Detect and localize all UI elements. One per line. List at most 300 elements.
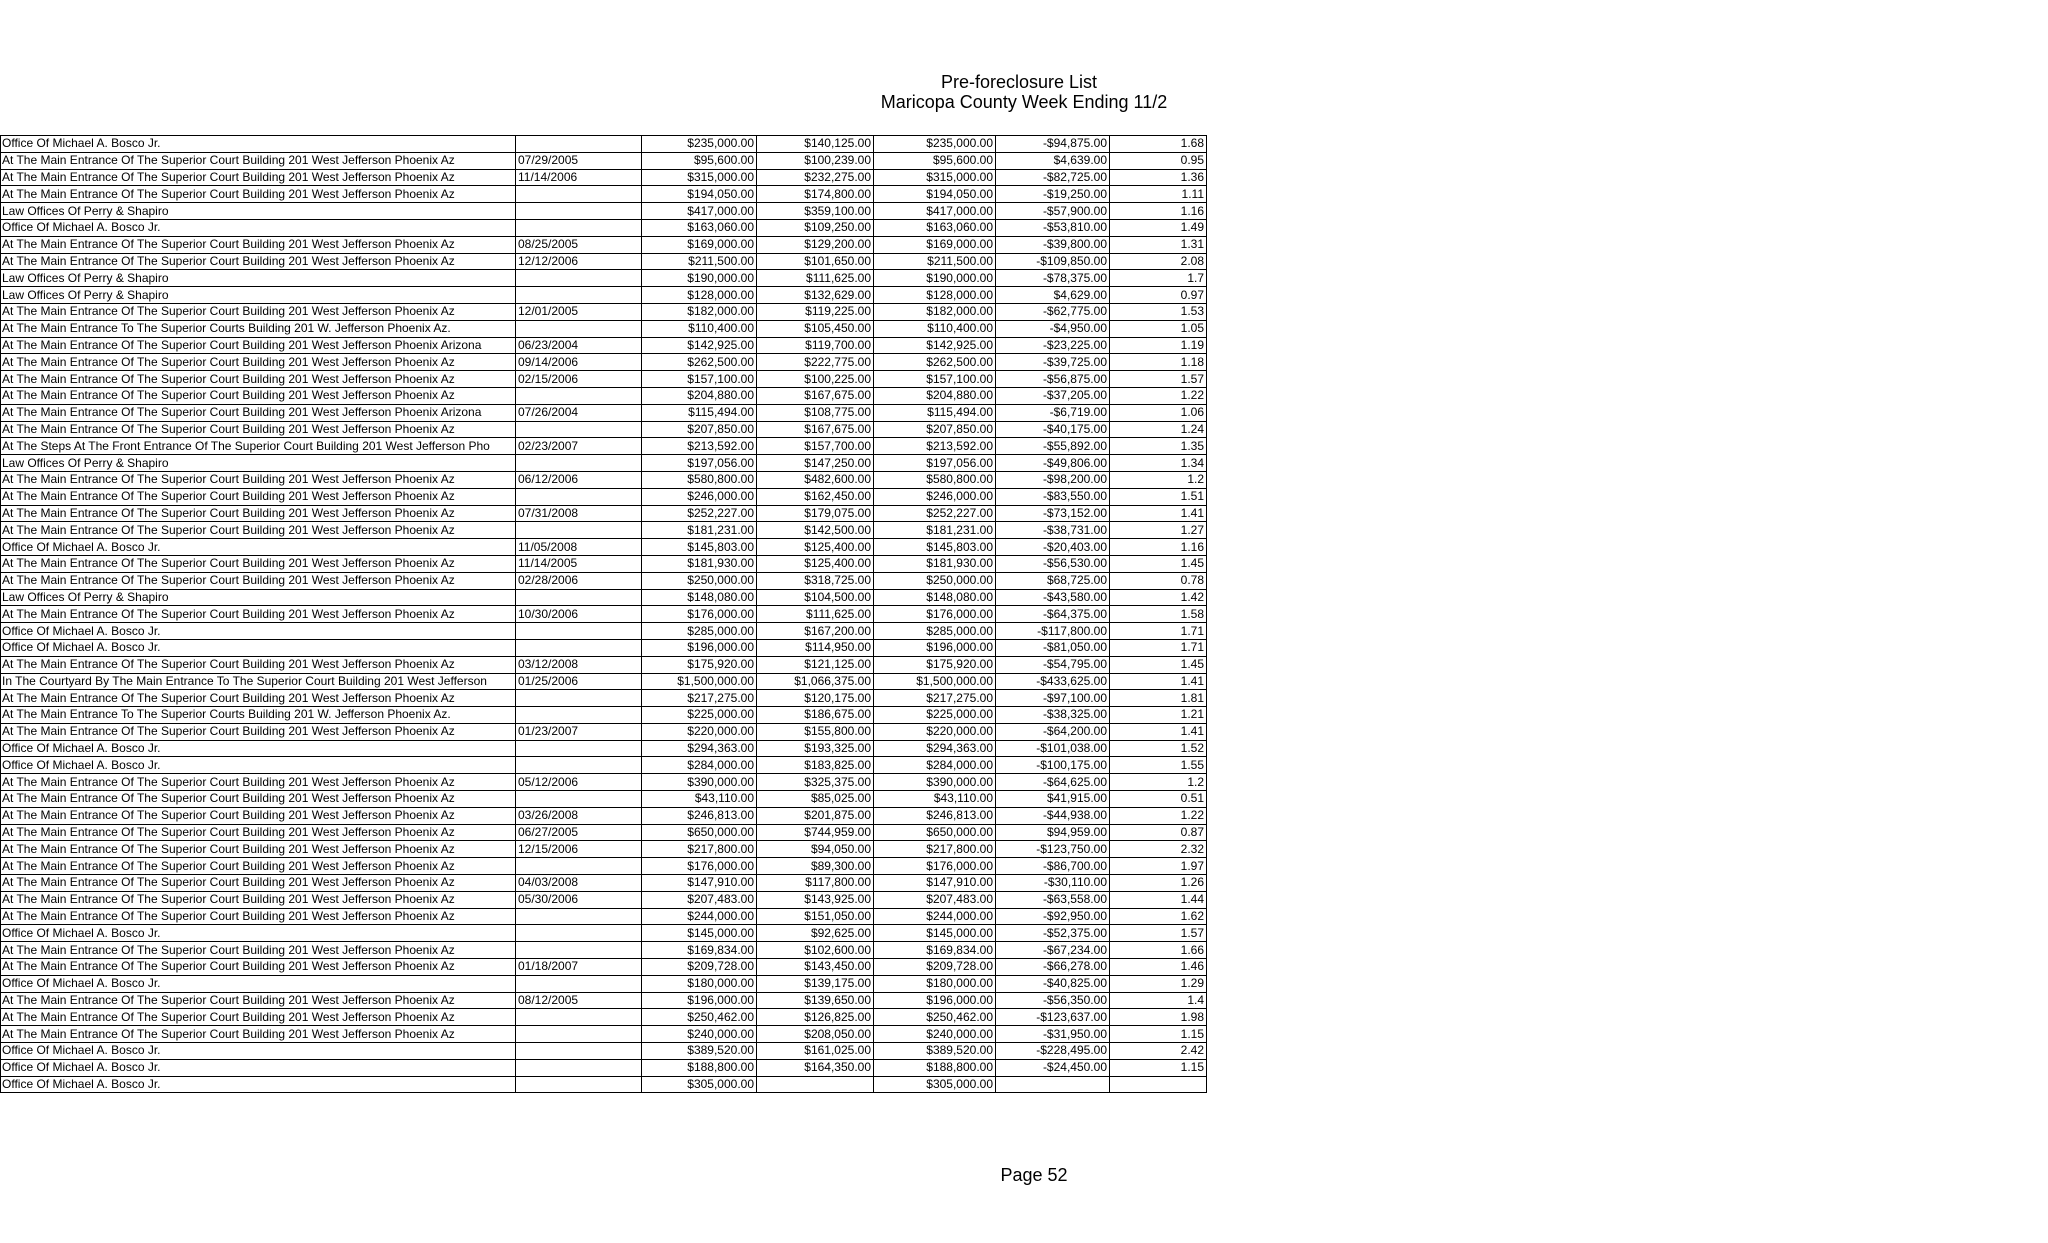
amount-cell: $207,850.00 xyxy=(642,421,757,438)
date-cell: 12/15/2006 xyxy=(516,841,642,858)
difference-cell: -$31,950.00 xyxy=(996,1026,1110,1043)
table-row xyxy=(1,354,1207,371)
sale-location-cell: At The Main Entrance Of The Superior Court Building 201 West Jefferson Phoenix Arizona xyxy=(1,404,516,421)
amount-cell: $175,920.00 xyxy=(874,656,996,673)
ratio-cell: 1.18 xyxy=(1110,354,1207,371)
table-row xyxy=(1,421,1207,438)
difference-cell: -$38,731.00 xyxy=(996,522,1110,539)
amount-cell: $305,000.00 xyxy=(642,1076,757,1093)
difference-cell: -$4,950.00 xyxy=(996,320,1110,337)
difference-cell: -$123,750.00 xyxy=(996,841,1110,858)
amount-cell: $390,000.00 xyxy=(642,774,757,791)
date-cell xyxy=(516,421,642,438)
table-row xyxy=(1,942,1207,959)
table-row xyxy=(1,824,1207,841)
amount-cell xyxy=(757,1076,874,1093)
difference-cell: -$39,725.00 xyxy=(996,354,1110,371)
sale-location-cell: Office Of Michael A. Bosco Jr. xyxy=(1,639,516,656)
difference-cell: -$83,550.00 xyxy=(996,488,1110,505)
amount-cell: $145,000.00 xyxy=(874,925,996,942)
date-cell xyxy=(516,690,642,707)
preforeclosure-table xyxy=(0,135,1207,1093)
difference-cell: -$40,175.00 xyxy=(996,421,1110,438)
amount-cell: $196,000.00 xyxy=(874,992,996,1009)
table-row xyxy=(1,1009,1207,1026)
amount-cell: $209,728.00 xyxy=(642,959,757,976)
ratio-cell: 0.97 xyxy=(1110,287,1207,304)
amount-cell: $188,800.00 xyxy=(874,1059,996,1076)
date-cell xyxy=(516,740,642,757)
date-cell: 07/29/2005 xyxy=(516,152,642,169)
date-cell: 06/27/2005 xyxy=(516,824,642,841)
amount-cell: $318,725.00 xyxy=(757,572,874,589)
amount-cell: $163,060.00 xyxy=(642,219,757,236)
date-cell: 06/23/2004 xyxy=(516,337,642,354)
sale-location-cell: Office Of Michael A. Bosco Jr. xyxy=(1,740,516,757)
amount-cell: $128,000.00 xyxy=(874,287,996,304)
date-cell xyxy=(516,455,642,472)
amount-cell: $114,950.00 xyxy=(757,639,874,656)
difference-cell: -$78,375.00 xyxy=(996,270,1110,287)
table-row xyxy=(1,891,1207,908)
table-row xyxy=(1,522,1207,539)
date-cell xyxy=(516,925,642,942)
ratio-cell: 1.45 xyxy=(1110,656,1207,673)
sale-location-cell: At The Main Entrance Of The Superior Court Building 201 West Jefferson Phoenix Az xyxy=(1,236,516,253)
date-cell: 04/03/2008 xyxy=(516,875,642,892)
date-cell: 05/30/2006 xyxy=(516,891,642,908)
sale-location-cell: At The Main Entrance Of The Superior Court Building 201 West Jefferson Phoenix Az xyxy=(1,169,516,186)
ratio-cell: 1.41 xyxy=(1110,505,1207,522)
ratio-cell: 1.41 xyxy=(1110,673,1207,690)
amount-cell: $169,834.00 xyxy=(642,942,757,959)
sale-location-cell: Office Of Michael A. Bosco Jr. xyxy=(1,757,516,774)
ratio-cell: 1.51 xyxy=(1110,488,1207,505)
difference-cell: $94,959.00 xyxy=(996,824,1110,841)
date-cell xyxy=(516,623,642,640)
amount-cell: $182,000.00 xyxy=(874,303,996,320)
amount-cell: $244,000.00 xyxy=(874,908,996,925)
amount-cell: $128,000.00 xyxy=(642,287,757,304)
amount-cell: $151,050.00 xyxy=(757,908,874,925)
difference-cell: -$6,719.00 xyxy=(996,404,1110,421)
amount-cell: $220,000.00 xyxy=(874,723,996,740)
amount-cell: $235,000.00 xyxy=(642,136,757,153)
amount-cell: $100,225.00 xyxy=(757,371,874,388)
table-row xyxy=(1,740,1207,757)
table-row xyxy=(1,875,1207,892)
amount-cell: $157,700.00 xyxy=(757,438,874,455)
date-cell xyxy=(516,270,642,287)
ratio-cell: 1.71 xyxy=(1110,623,1207,640)
sale-location-cell: At The Main Entrance Of The Superior Court Building 201 West Jefferson Phoenix Az xyxy=(1,992,516,1009)
difference-cell: -$39,800.00 xyxy=(996,236,1110,253)
sale-location-cell: At The Main Entrance Of The Superior Court Building 201 West Jefferson Phoenix Az xyxy=(1,891,516,908)
amount-cell: $180,000.00 xyxy=(874,975,996,992)
sale-location-cell: Office Of Michael A. Bosco Jr. xyxy=(1,136,516,153)
table-row xyxy=(1,387,1207,404)
difference-cell: -$56,530.00 xyxy=(996,555,1110,572)
date-cell xyxy=(516,1059,642,1076)
table-row xyxy=(1,303,1207,320)
ratio-cell: 2.32 xyxy=(1110,841,1207,858)
date-cell xyxy=(516,975,642,992)
ratio-cell: 1.55 xyxy=(1110,757,1207,774)
table-row xyxy=(1,203,1207,220)
date-cell: 10/30/2006 xyxy=(516,606,642,623)
difference-cell: $4,639.00 xyxy=(996,152,1110,169)
table-row xyxy=(1,623,1207,640)
difference-cell: -$56,350.00 xyxy=(996,992,1110,1009)
date-cell xyxy=(516,219,642,236)
date-cell: 12/01/2005 xyxy=(516,303,642,320)
amount-cell: $169,834.00 xyxy=(874,942,996,959)
difference-cell: -$100,175.00 xyxy=(996,757,1110,774)
amount-cell: $211,500.00 xyxy=(874,253,996,270)
amount-cell: $157,100.00 xyxy=(642,371,757,388)
sale-location-cell: At The Main Entrance Of The Superior Court Building 201 West Jefferson Phoenix Az xyxy=(1,942,516,959)
difference-cell: -$64,200.00 xyxy=(996,723,1110,740)
table-row xyxy=(1,320,1207,337)
amount-cell: $217,800.00 xyxy=(642,841,757,858)
amount-cell: $194,050.00 xyxy=(874,186,996,203)
date-cell: 09/14/2006 xyxy=(516,354,642,371)
ratio-cell: 1.42 xyxy=(1110,589,1207,606)
table-row xyxy=(1,707,1207,724)
amount-cell: $164,350.00 xyxy=(757,1059,874,1076)
amount-cell: $217,800.00 xyxy=(874,841,996,858)
difference-cell: -$62,775.00 xyxy=(996,303,1110,320)
sale-location-cell: Office Of Michael A. Bosco Jr. xyxy=(1,1076,516,1093)
sale-location-cell: At The Main Entrance Of The Superior Court Building 201 West Jefferson Phoenix Az xyxy=(1,1009,516,1026)
sale-location-cell: Office Of Michael A. Bosco Jr. xyxy=(1,219,516,236)
table-row xyxy=(1,723,1207,740)
amount-cell: $139,650.00 xyxy=(757,992,874,1009)
amount-cell: $188,800.00 xyxy=(642,1059,757,1076)
date-cell: 05/12/2006 xyxy=(516,774,642,791)
date-cell xyxy=(516,707,642,724)
date-cell xyxy=(516,1043,642,1060)
table-row xyxy=(1,152,1207,169)
amount-cell: $193,325.00 xyxy=(757,740,874,757)
date-cell xyxy=(516,287,642,304)
table-row xyxy=(1,673,1207,690)
date-cell: 02/23/2007 xyxy=(516,438,642,455)
difference-cell xyxy=(996,1076,1110,1093)
table-row xyxy=(1,807,1207,824)
amount-cell: $250,462.00 xyxy=(642,1009,757,1026)
ratio-cell: 1.06 xyxy=(1110,404,1207,421)
amount-cell: $176,000.00 xyxy=(874,858,996,875)
amount-cell: $186,675.00 xyxy=(757,707,874,724)
sale-location-cell: Law Offices Of Perry & Shapiro xyxy=(1,287,516,304)
amount-cell: $220,000.00 xyxy=(642,723,757,740)
amount-cell: $175,920.00 xyxy=(642,656,757,673)
table-row xyxy=(1,337,1207,354)
table-row xyxy=(1,757,1207,774)
amount-cell: $110,400.00 xyxy=(874,320,996,337)
amount-cell: $105,450.00 xyxy=(757,320,874,337)
amount-cell: $119,700.00 xyxy=(757,337,874,354)
amount-cell: $246,000.00 xyxy=(642,488,757,505)
amount-cell: $179,075.00 xyxy=(757,505,874,522)
date-cell xyxy=(516,639,642,656)
amount-cell: $252,227.00 xyxy=(874,505,996,522)
difference-cell: -$20,403.00 xyxy=(996,539,1110,556)
amount-cell: $246,813.00 xyxy=(874,807,996,824)
sale-location-cell: At The Main Entrance Of The Superior Court Building 201 West Jefferson Phoenix Az xyxy=(1,875,516,892)
ratio-cell: 1.15 xyxy=(1110,1026,1207,1043)
date-cell: 02/28/2006 xyxy=(516,572,642,589)
ratio-cell: 1.98 xyxy=(1110,1009,1207,1026)
amount-cell: $181,231.00 xyxy=(642,522,757,539)
sale-location-cell: At The Main Entrance Of The Superior Court Building 201 West Jefferson Phoenix Az xyxy=(1,522,516,539)
amount-cell: $176,000.00 xyxy=(642,606,757,623)
difference-cell: -$101,038.00 xyxy=(996,740,1110,757)
difference-cell: -$23,225.00 xyxy=(996,337,1110,354)
sale-location-cell: At The Main Entrance To The Superior Courts Building 201 W. Jefferson Phoenix Az. xyxy=(1,707,516,724)
difference-cell: -$97,100.00 xyxy=(996,690,1110,707)
amount-cell: $121,125.00 xyxy=(757,656,874,673)
difference-cell: -$56,875.00 xyxy=(996,371,1110,388)
ratio-cell: 1.57 xyxy=(1110,371,1207,388)
amount-cell: $196,000.00 xyxy=(642,992,757,1009)
date-cell xyxy=(516,320,642,337)
sale-location-cell: At The Main Entrance Of The Superior Court Building 201 West Jefferson Phoenix Az xyxy=(1,354,516,371)
amount-cell: $111,625.00 xyxy=(757,270,874,287)
sale-location-cell: At The Main Entrance Of The Superior Court Building 201 West Jefferson Phoenix Az xyxy=(1,421,516,438)
table-row xyxy=(1,488,1207,505)
sale-location-cell: At The Main Entrance Of The Superior Court Building 201 West Jefferson Phoenix Az xyxy=(1,959,516,976)
amount-cell: $143,450.00 xyxy=(757,959,874,976)
amount-cell: $1,500,000.00 xyxy=(874,673,996,690)
amount-cell: $211,500.00 xyxy=(642,253,757,270)
ratio-cell: 1.81 xyxy=(1110,690,1207,707)
date-cell xyxy=(516,589,642,606)
ratio-cell: 2.42 xyxy=(1110,1043,1207,1060)
amount-cell: $167,675.00 xyxy=(757,421,874,438)
date-cell xyxy=(516,791,642,808)
table-row xyxy=(1,270,1207,287)
ratio-cell: 0.51 xyxy=(1110,791,1207,808)
report-header xyxy=(0,72,2048,112)
ratio-cell: 1.66 xyxy=(1110,942,1207,959)
sale-location-cell: Law Offices Of Perry & Shapiro xyxy=(1,455,516,472)
difference-cell: -$63,558.00 xyxy=(996,891,1110,908)
difference-cell: -$19,250.00 xyxy=(996,186,1110,203)
difference-cell: -$40,825.00 xyxy=(996,975,1110,992)
sale-location-cell: Office Of Michael A. Bosco Jr. xyxy=(1,539,516,556)
ratio-cell: 1.44 xyxy=(1110,891,1207,908)
amount-cell: $240,000.00 xyxy=(874,1026,996,1043)
difference-cell: -$24,450.00 xyxy=(996,1059,1110,1076)
amount-cell: $176,000.00 xyxy=(874,606,996,623)
amount-cell: $389,520.00 xyxy=(642,1043,757,1060)
table-row xyxy=(1,774,1207,791)
difference-cell: -$228,495.00 xyxy=(996,1043,1110,1060)
sale-location-cell: At The Main Entrance Of The Superior Court Building 201 West Jefferson Phoenix Az xyxy=(1,723,516,740)
date-cell xyxy=(516,186,642,203)
amount-cell: $580,800.00 xyxy=(874,471,996,488)
difference-cell: -$38,325.00 xyxy=(996,707,1110,724)
date-cell: 11/14/2006 xyxy=(516,169,642,186)
amount-cell: $482,600.00 xyxy=(757,471,874,488)
amount-cell: $109,250.00 xyxy=(757,219,874,236)
date-cell xyxy=(516,942,642,959)
amount-cell: $94,050.00 xyxy=(757,841,874,858)
amount-cell: $650,000.00 xyxy=(874,824,996,841)
ratio-cell: 1.16 xyxy=(1110,539,1207,556)
date-cell: 07/26/2004 xyxy=(516,404,642,421)
amount-cell: $252,227.00 xyxy=(642,505,757,522)
amount-cell: $147,910.00 xyxy=(874,875,996,892)
table-row xyxy=(1,404,1207,421)
table-row xyxy=(1,455,1207,472)
amount-cell: $142,925.00 xyxy=(874,337,996,354)
difference-cell: -$66,278.00 xyxy=(996,959,1110,976)
amount-cell: $174,800.00 xyxy=(757,186,874,203)
amount-cell: $161,025.00 xyxy=(757,1043,874,1060)
amount-cell: $207,850.00 xyxy=(874,421,996,438)
difference-cell: -$92,950.00 xyxy=(996,908,1110,925)
difference-cell: -$117,800.00 xyxy=(996,623,1110,640)
amount-cell: $108,775.00 xyxy=(757,404,874,421)
amount-cell: $169,000.00 xyxy=(874,236,996,253)
amount-cell: $244,000.00 xyxy=(642,908,757,925)
amount-cell: $162,450.00 xyxy=(757,488,874,505)
amount-cell: $148,080.00 xyxy=(874,589,996,606)
amount-cell: $190,000.00 xyxy=(874,270,996,287)
difference-cell: -$109,850.00 xyxy=(996,253,1110,270)
ratio-cell: 1.35 xyxy=(1110,438,1207,455)
amount-cell: $183,825.00 xyxy=(757,757,874,774)
difference-cell: -$433,625.00 xyxy=(996,673,1110,690)
sale-location-cell: At The Main Entrance Of The Superior Court Building 201 West Jefferson Phoenix Az xyxy=(1,791,516,808)
sale-location-cell: At The Main Entrance Of The Superior Court Building 201 West Jefferson Phoenix Az xyxy=(1,303,516,320)
date-cell: 12/12/2006 xyxy=(516,253,642,270)
amount-cell: $207,483.00 xyxy=(642,891,757,908)
difference-cell: -$57,900.00 xyxy=(996,203,1110,220)
date-cell xyxy=(516,858,642,875)
table-row xyxy=(1,1059,1207,1076)
table-row xyxy=(1,992,1207,1009)
amount-cell: $180,000.00 xyxy=(642,975,757,992)
ratio-cell: 0.78 xyxy=(1110,572,1207,589)
sale-location-cell: Law Offices Of Perry & Shapiro xyxy=(1,203,516,220)
amount-cell: $190,000.00 xyxy=(642,270,757,287)
table-row xyxy=(1,236,1207,253)
amount-cell: $142,500.00 xyxy=(757,522,874,539)
amount-cell: $197,056.00 xyxy=(874,455,996,472)
amount-cell: $126,825.00 xyxy=(757,1009,874,1026)
sale-location-cell: At The Main Entrance Of The Superior Court Building 201 West Jefferson Phoenix Az xyxy=(1,1026,516,1043)
sale-location-cell: At The Main Entrance Of The Superior Court Building 201 West Jefferson Phoenix Az xyxy=(1,807,516,824)
difference-cell: -$82,725.00 xyxy=(996,169,1110,186)
table-row xyxy=(1,908,1207,925)
difference-cell: -$43,580.00 xyxy=(996,589,1110,606)
ratio-cell: 1.2 xyxy=(1110,471,1207,488)
difference-cell: $4,629.00 xyxy=(996,287,1110,304)
amount-cell: $294,363.00 xyxy=(874,740,996,757)
amount-cell: $85,025.00 xyxy=(757,791,874,808)
sale-location-cell: At The Main Entrance Of The Superior Court Building 201 West Jefferson Phoenix Az xyxy=(1,253,516,270)
sale-location-cell: Law Offices Of Perry & Shapiro xyxy=(1,270,516,287)
amount-cell: $305,000.00 xyxy=(874,1076,996,1093)
amount-cell: $284,000.00 xyxy=(642,757,757,774)
amount-cell: $157,100.00 xyxy=(874,371,996,388)
amount-cell: $250,000.00 xyxy=(874,572,996,589)
difference-cell: -$123,637.00 xyxy=(996,1009,1110,1026)
amount-cell: $1,500,000.00 xyxy=(642,673,757,690)
amount-cell: $285,000.00 xyxy=(642,623,757,640)
sale-location-cell: At The Main Entrance Of The Superior Court Building 201 West Jefferson Phoenix Az xyxy=(1,555,516,572)
table-row xyxy=(1,287,1207,304)
amount-cell: $181,930.00 xyxy=(874,555,996,572)
amount-cell: $155,800.00 xyxy=(757,723,874,740)
date-cell xyxy=(516,1009,642,1026)
table-row xyxy=(1,959,1207,976)
table-row xyxy=(1,136,1207,153)
amount-cell: $110,400.00 xyxy=(642,320,757,337)
ratio-cell: 1.97 xyxy=(1110,858,1207,875)
amount-cell: $145,803.00 xyxy=(642,539,757,556)
amount-cell: $43,110.00 xyxy=(642,791,757,808)
amount-cell: $250,462.00 xyxy=(874,1009,996,1026)
ratio-cell: 1.57 xyxy=(1110,925,1207,942)
ratio-cell: 1.68 xyxy=(1110,136,1207,153)
amount-cell: $201,875.00 xyxy=(757,807,874,824)
ratio-cell: 0.95 xyxy=(1110,152,1207,169)
amount-cell: $417,000.00 xyxy=(874,203,996,220)
ratio-cell: 1.58 xyxy=(1110,606,1207,623)
table-row xyxy=(1,219,1207,236)
date-cell xyxy=(516,757,642,774)
sale-location-cell: At The Main Entrance Of The Superior Court Building 201 West Jefferson Phoenix Az xyxy=(1,774,516,791)
sale-location-cell: At The Main Entrance Of The Superior Court Building 201 West Jefferson Phoenix Az xyxy=(1,572,516,589)
ratio-cell: 1.2 xyxy=(1110,774,1207,791)
ratio-cell: 1.7 xyxy=(1110,270,1207,287)
date-cell: 02/15/2006 xyxy=(516,371,642,388)
amount-cell: $176,000.00 xyxy=(642,858,757,875)
amount-cell: $140,125.00 xyxy=(757,136,874,153)
difference-cell: -$52,375.00 xyxy=(996,925,1110,942)
amount-cell: $235,000.00 xyxy=(874,136,996,153)
amount-cell: $325,375.00 xyxy=(757,774,874,791)
amount-cell: $119,225.00 xyxy=(757,303,874,320)
ratio-cell: 1.34 xyxy=(1110,455,1207,472)
amount-cell: $196,000.00 xyxy=(874,639,996,656)
date-cell: 08/25/2005 xyxy=(516,236,642,253)
amount-cell: $250,000.00 xyxy=(642,572,757,589)
date-cell xyxy=(516,1026,642,1043)
table-row xyxy=(1,555,1207,572)
ratio-cell: 1.36 xyxy=(1110,169,1207,186)
ratio-cell: 1.11 xyxy=(1110,186,1207,203)
ratio-cell: 0.87 xyxy=(1110,824,1207,841)
date-cell: 01/18/2007 xyxy=(516,959,642,976)
amount-cell: $145,000.00 xyxy=(642,925,757,942)
difference-cell: $68,725.00 xyxy=(996,572,1110,589)
difference-cell: -$81,050.00 xyxy=(996,639,1110,656)
difference-cell: -$73,152.00 xyxy=(996,505,1110,522)
ratio-cell xyxy=(1110,1076,1207,1093)
amount-cell: $101,650.00 xyxy=(757,253,874,270)
amount-cell: $225,000.00 xyxy=(874,707,996,724)
amount-cell: $222,775.00 xyxy=(757,354,874,371)
amount-cell: $95,600.00 xyxy=(642,152,757,169)
sale-location-cell: At The Main Entrance Of The Superior Court Building 201 West Jefferson Phoenix Az xyxy=(1,656,516,673)
difference-cell: -$37,205.00 xyxy=(996,387,1110,404)
